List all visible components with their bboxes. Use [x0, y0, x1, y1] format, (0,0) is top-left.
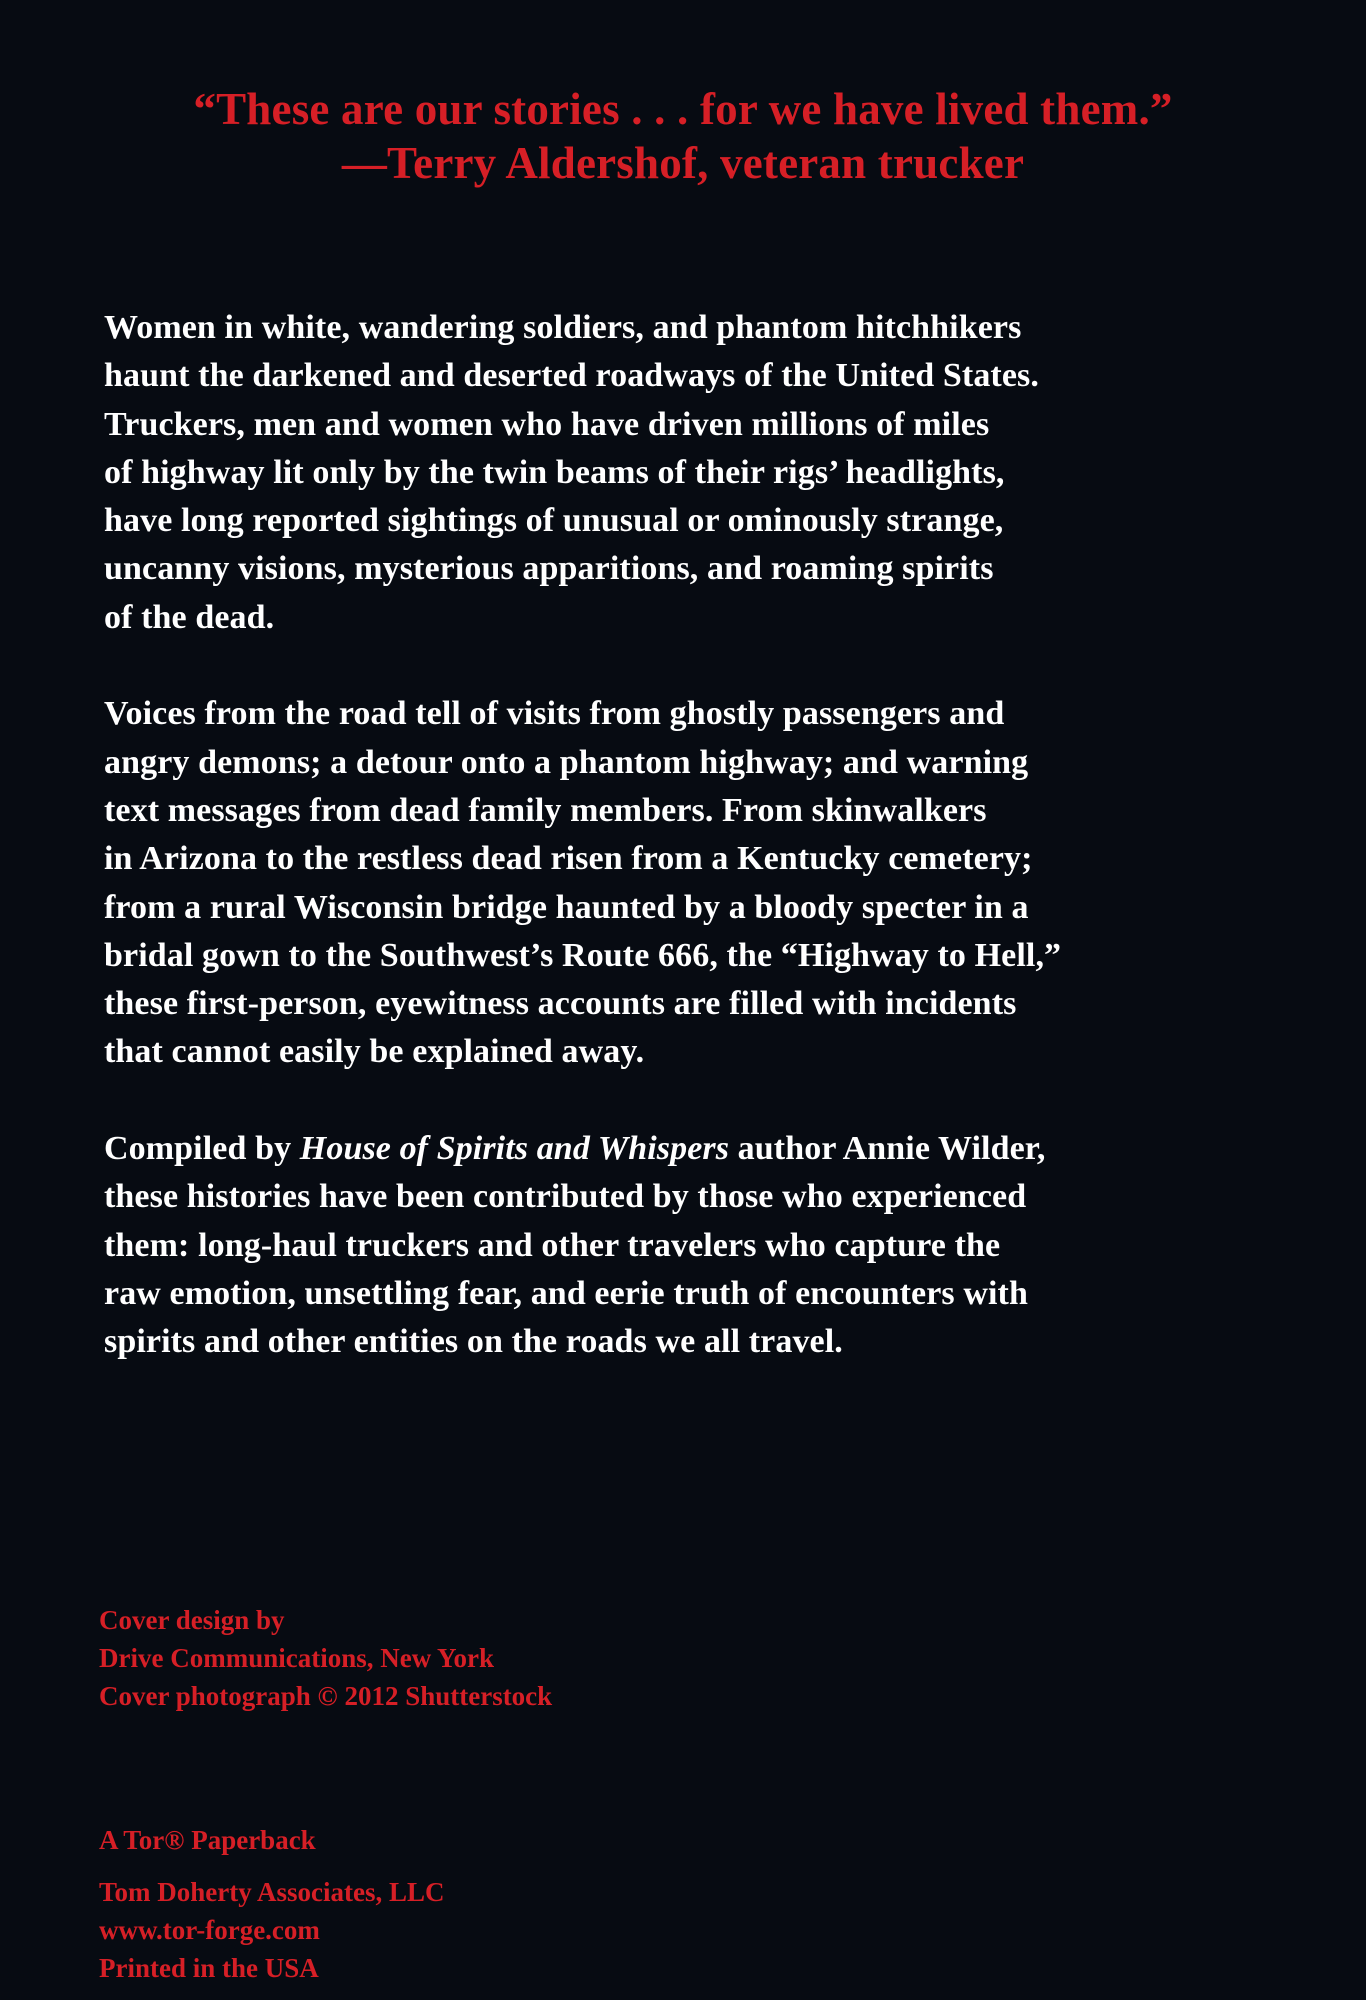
text-line: Women in white, wandering soldiers, and phantom hitchhikers [104, 309, 1022, 346]
text-line: in Arizona to the restless dead risen from a Kentucky cemetery; [104, 840, 1033, 878]
publisher-info [99, 1821, 445, 1987]
text-line: bridal gown to the Southwest’s Route 666, the “Highway to Hell,” [104, 936, 1062, 974]
pull-quote-attribution: —Terry Aldershof, veteran trucker [341, 138, 1025, 188]
blurb-paragraph-3 [104, 1125, 1304, 1366]
text-line: of the dead. [104, 598, 275, 636]
text-line: of highway lit only by the twin beams of their rigs’ headlights, [104, 453, 1005, 491]
text-line: them: long-haul truckers and other travelers who capture the [104, 1226, 1001, 1264]
text-line: haunt the darkened and deserted roadways of the United States. [104, 357, 1039, 395]
book-title: House of Spirits and Whispers [299, 1130, 730, 1168]
text-line: Truckers, men and women who have driven millions of miles [104, 405, 990, 443]
credit-line: Drive Communications, New York [99, 1643, 494, 1673]
publisher-name: Tom Doherty Associates, LLC [99, 1877, 445, 1907]
imprint-line: A Tor® Paperback [99, 1825, 316, 1855]
text-line: these first-person, eyewitness accounts are filled with incidents [104, 985, 1017, 1023]
printed-in: Printed in the USA [99, 1953, 319, 1983]
text-line: have long reported sightings of unusual or ominously strange, [104, 502, 1004, 540]
credit-line: Cover design by [99, 1605, 285, 1635]
text-line: from a rural Wisconsin bridge haunted by a bloody specter in a [104, 888, 1029, 926]
text-line: raw emotion, unsettling fear, and eerie truth of encounters with [104, 1274, 1028, 1312]
text-line: angry demons; a detour onto a phantom highway; and warning [104, 743, 1029, 781]
pull-quote [0, 82, 1366, 190]
credit-line: Cover photograph © 2012 Shutterstock [99, 1681, 553, 1711]
text-line: uncanny visions, mysterious apparitions, and roaming spirits [104, 550, 994, 588]
blurb-paragraph-2 [104, 690, 1304, 1076]
text-fragment: Compiled by [104, 1130, 300, 1168]
text-line: these histories have been contributed by those who experienced [104, 1178, 1027, 1216]
text-line: text messages from dead family members. From skinwalkers [104, 791, 987, 829]
pull-quote-text: “These are our stories . . . for we have lived them.” [193, 84, 1173, 134]
publisher-website: www.tor-forge.com [99, 1915, 320, 1945]
text-line: spirits and other entities on the roads we all travel. [104, 1323, 843, 1361]
text-line [104, 1125, 1304, 1173]
text-line: that cannot easily be explained away. [104, 1033, 645, 1071]
text-fragment: author Annie Wilder, [729, 1130, 1046, 1168]
cover-credits [99, 1601, 552, 1715]
blurb-paragraph-1 [104, 304, 1304, 642]
text-line: Voices from the road tell of visits from ghostly passengers and [104, 695, 1005, 733]
blurb [104, 304, 1304, 1367]
